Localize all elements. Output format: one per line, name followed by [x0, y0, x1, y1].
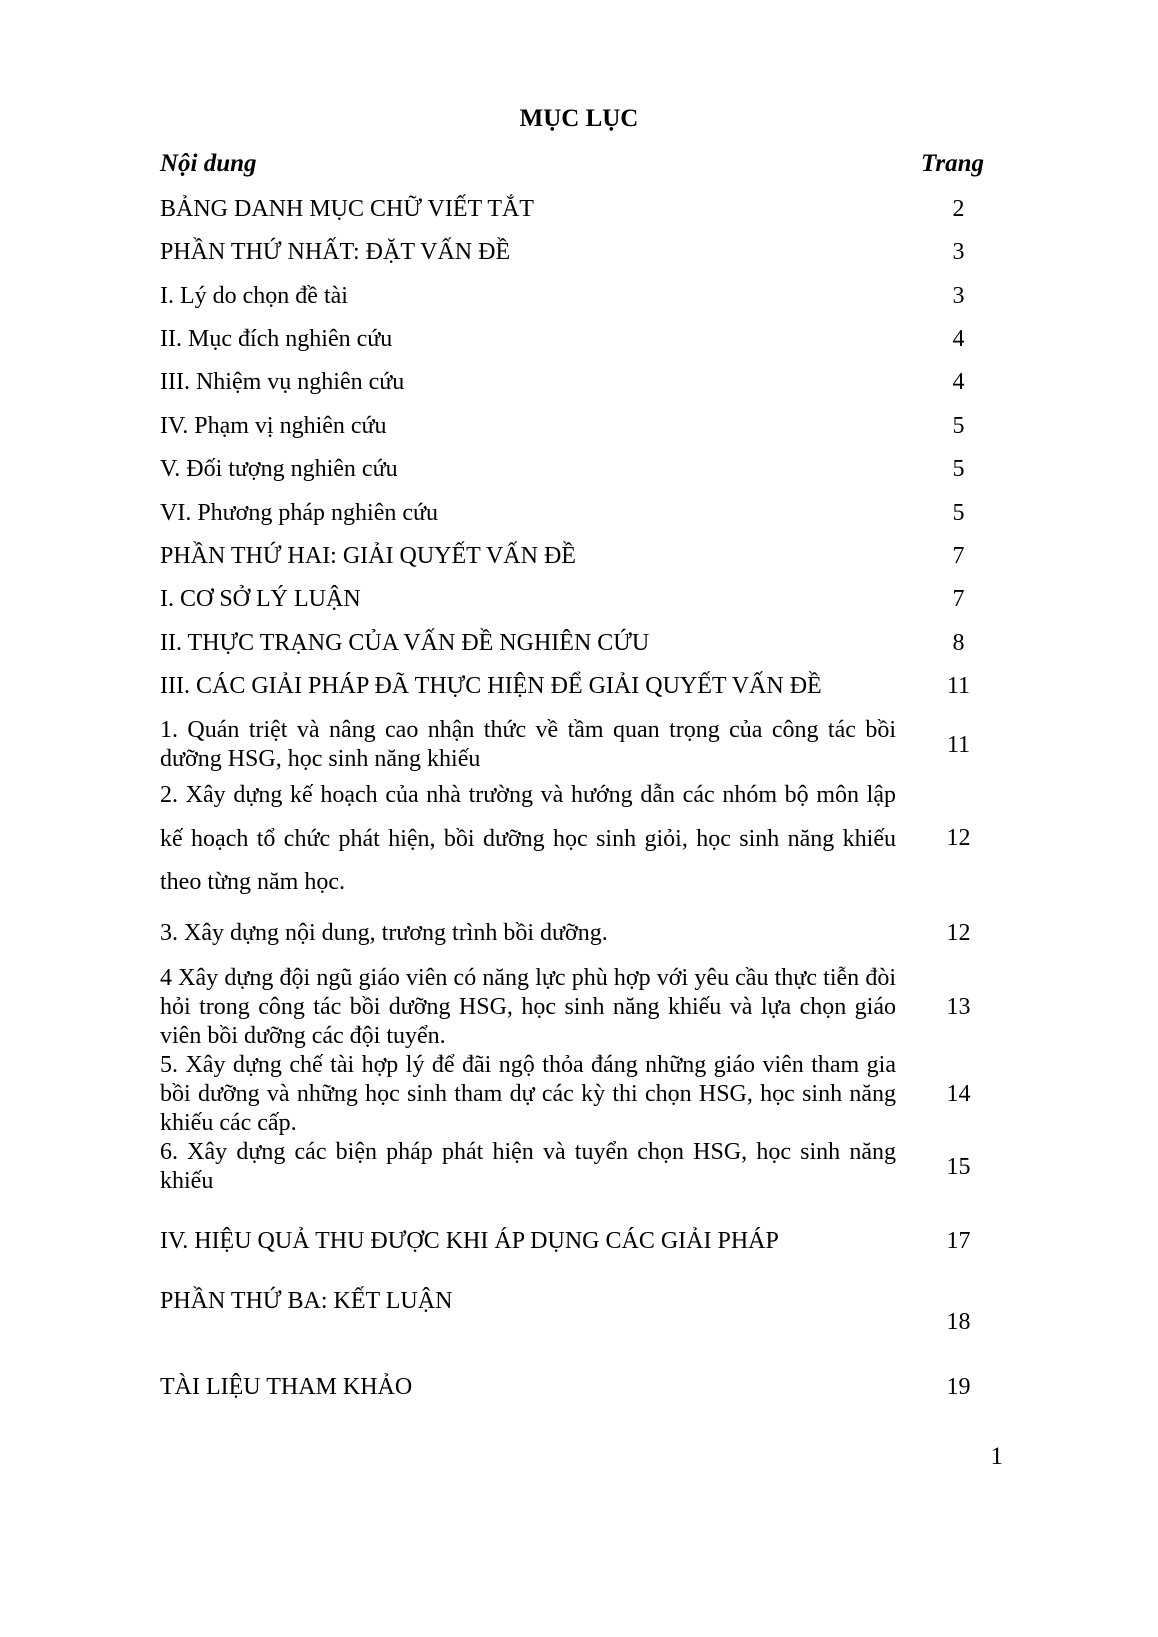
toc-entry-label: V. Đối tượng nghiên cứu: [160, 456, 398, 482]
toc-entry-page: 15: [946, 1154, 971, 1180]
toc-entry-label: VI. Phương pháp nghiên cứu: [160, 500, 439, 526]
toc-entry-label: I. CƠ SỞ LÝ LUẬN: [160, 586, 361, 612]
page-number: 1: [990, 1443, 1003, 1470]
toc-entry[interactable]: [160, 716, 1017, 774]
toc-entry-page: 18: [946, 1309, 971, 1335]
toc-entry[interactable]: [160, 964, 1017, 1051]
toc-entry-page: 4: [952, 326, 965, 352]
toc-entry-label: II. THỰC TRẠNG CỦA VẤN ĐỀ NGHIÊN CỨU: [160, 630, 650, 656]
toc-entry-page: 12: [946, 920, 971, 946]
toc-entry-page: 5: [952, 456, 965, 482]
toc-entry-page: 5: [952, 500, 965, 526]
toc-entry-label: II. Mục đích nghiên cứu: [160, 326, 393, 352]
toc-entry-page: 17: [946, 1228, 971, 1254]
toc-entry-label: BẢNG DANH MỤC CHỮ VIẾT TẮT: [160, 196, 534, 222]
toc-entry-label: I. Lý do chọn đề tài: [160, 283, 348, 309]
toc-entry[interactable]: [160, 1051, 1017, 1138]
toc-entry-label: 3. Xây dựng nội dung, trương trình bồi dưỡng.: [160, 920, 608, 946]
toc-entry-page: 5: [952, 413, 965, 439]
toc-entry-label: 5. Xây dựng chế tài hợp lý để đãi ngộ thỏa đáng những giáo viên tham gia bồi dưỡng và những học sinh tham dự các kỳ thi chọn HSG, học sinh năng khiếu các cấp.: [160, 1052, 896, 1136]
toc-entry-page: 2: [952, 196, 965, 222]
toc-entry-page: 3: [952, 239, 965, 265]
toc-entry-page: 12: [946, 825, 971, 851]
toc-entry[interactable]: [160, 1138, 1017, 1196]
toc-entry-label: III. CÁC GIẢI PHÁP ĐÃ THỰC HIỆN ĐỂ GIẢI QUYẾT VẤN ĐỀ: [160, 673, 822, 699]
toc-entry-page: 11: [946, 673, 971, 699]
toc-entry[interactable]: [160, 774, 1017, 904]
toc-entry-label: PHẦN THỨ HAI: GIẢI QUYẾT VẤN ĐỀ: [160, 543, 576, 569]
toc-entry[interactable]: [160, 1287, 1017, 1347]
toc-entry-label: 4 Xây dựng đội ngũ giáo viên có năng lực phù hợp với yêu cầu thực tiễn đòi hỏi trong công tác bồi dưỡng HSG, học sinh năng khiếu và lựa chọn giáo viên bồi dưỡng các đội tuyển.: [160, 965, 896, 1049]
toc-header: [0, 150, 1158, 182]
toc-entry-page: 19: [946, 1374, 971, 1400]
header-content-label: Nội dung: [160, 150, 257, 177]
toc-entry-page: 7: [952, 543, 965, 569]
toc-title: MỤC LỤC: [519, 105, 639, 132]
toc-entry-page: 4: [952, 369, 965, 395]
toc-entry-label: 2. Xây dựng kế hoạch của nhà trường và hướng dẫn các nhóm bộ môn lập kế hoạch tổ chức phát hiện, bồi dưỡng học sinh giỏi, học sinh năng khiếu theo từng năm học.: [160, 782, 896, 895]
toc-entry-label: IV. Phạm vị nghiên cứu: [160, 413, 387, 439]
toc-entry-label: III. Nhiệm vụ nghiên cứu: [160, 369, 405, 395]
toc-entry-label: PHẦN THỨ BA: KẾT LUẬN: [160, 1288, 453, 1314]
toc-entry-page: 7: [952, 586, 965, 612]
toc-entry-page: 11: [946, 732, 971, 758]
toc-entry-label: IV. HIỆU QUẢ THU ĐƯỢC KHI ÁP DỤNG CÁC GIẢI PHÁP: [160, 1228, 779, 1254]
toc-entry-page: 13: [946, 994, 971, 1020]
toc-entry-page: 8: [952, 630, 965, 656]
toc-entry-label: TÀI LIỆU THAM KHẢO: [160, 1374, 413, 1400]
toc-entry-label: 1. Quán triệt và nâng cao nhận thức về tầm quan trọng của công tác bồi dưỡng HSG, học sinh năng khiếu: [160, 717, 896, 772]
header-page-label: Trang: [921, 150, 984, 177]
toc-entry-page: 3: [952, 283, 965, 309]
toc-entry-label: PHẦN THỨ NHẤT: ĐẶT VẤN ĐỀ: [160, 239, 511, 265]
toc-entry-page: 14: [946, 1081, 971, 1107]
toc-entry-label: 6. Xây dựng các biện pháp phát hiện và tuyển chọn HSG, học sinh năng khiếu: [160, 1139, 896, 1194]
